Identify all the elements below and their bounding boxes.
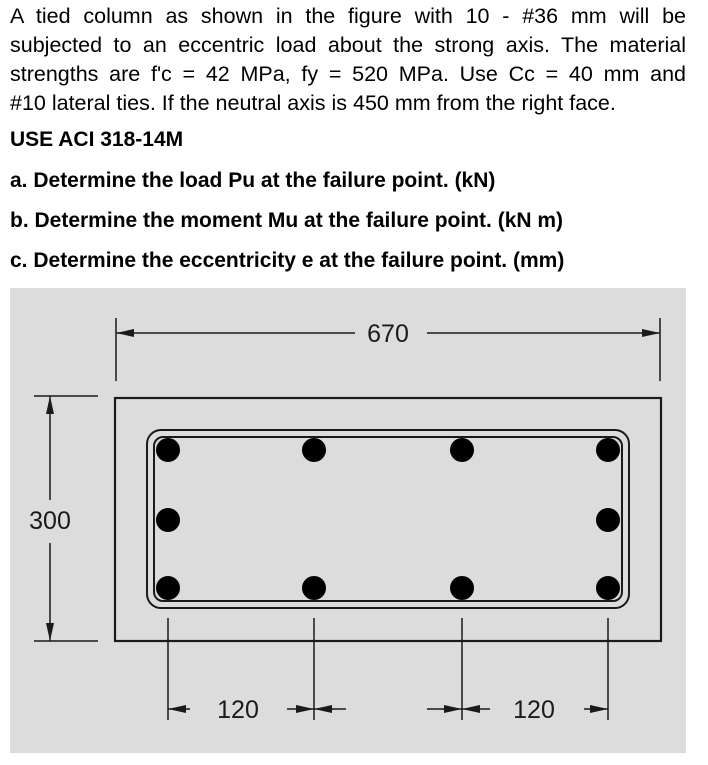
question-b: b. Determine the moment Mu at the failure point. (kN m)	[10, 209, 564, 232]
problem-line-3: strengths are f'c = 42 MPa, fy = 520 MPa. Use Cc = 40 mm and	[10, 62, 686, 86]
width-label: 670	[367, 320, 409, 348]
lateral-tie-inner	[154, 437, 622, 601]
question-a: a. Determine the load Pu at the failure point. (kN)	[10, 169, 496, 192]
height-label: 300	[29, 507, 71, 535]
rebar-bottom-4	[596, 576, 620, 600]
rebar-top-1	[156, 438, 180, 462]
question-c: c. Determine the eccentricity e at the failure point. (mm)	[10, 249, 565, 272]
problem-line-1: A tied column as shown in the figure with 10 - #36 mm will be	[10, 4, 686, 28]
rebar-bottom-2	[302, 576, 326, 600]
rebar-bottom-3	[450, 576, 474, 600]
rebar-middle-left	[156, 508, 180, 532]
height-arrow-bottom	[46, 623, 54, 641]
problem-line-2: subjected to an eccentric load about the strong axis. The material	[10, 33, 686, 57]
column-outline	[115, 398, 661, 641]
rebar-top-3	[450, 438, 474, 462]
rebar-middle-right	[596, 508, 620, 532]
problem-line-4: #10 lateral ties. If the neutral axis is 450 mm from the right face.	[10, 91, 616, 115]
spacing-arrow-6	[590, 705, 608, 713]
spacing-right-label: 120	[513, 696, 555, 724]
lateral-tie-outer	[147, 430, 629, 608]
column-section-diagram	[10, 288, 686, 753]
spacing-arrow-5	[462, 705, 480, 713]
spacing-left-label: 120	[217, 696, 259, 724]
width-arrow-right	[642, 329, 660, 337]
spacing-arrow-4	[444, 705, 462, 713]
column-section-figure	[10, 288, 686, 753]
width-arrow-left	[116, 329, 134, 337]
problem-statement	[10, 2, 686, 118]
design-code-heading: USE ACI 318-14M	[10, 128, 184, 151]
spacing-arrow-2	[296, 705, 314, 713]
rebar-bottom-1	[156, 576, 180, 600]
rebar-top-4	[596, 438, 620, 462]
spacing-arrow-3	[314, 705, 332, 713]
spacing-arrow-1	[168, 705, 186, 713]
height-arrow-top	[46, 396, 54, 414]
rebar-top-2	[302, 438, 326, 462]
